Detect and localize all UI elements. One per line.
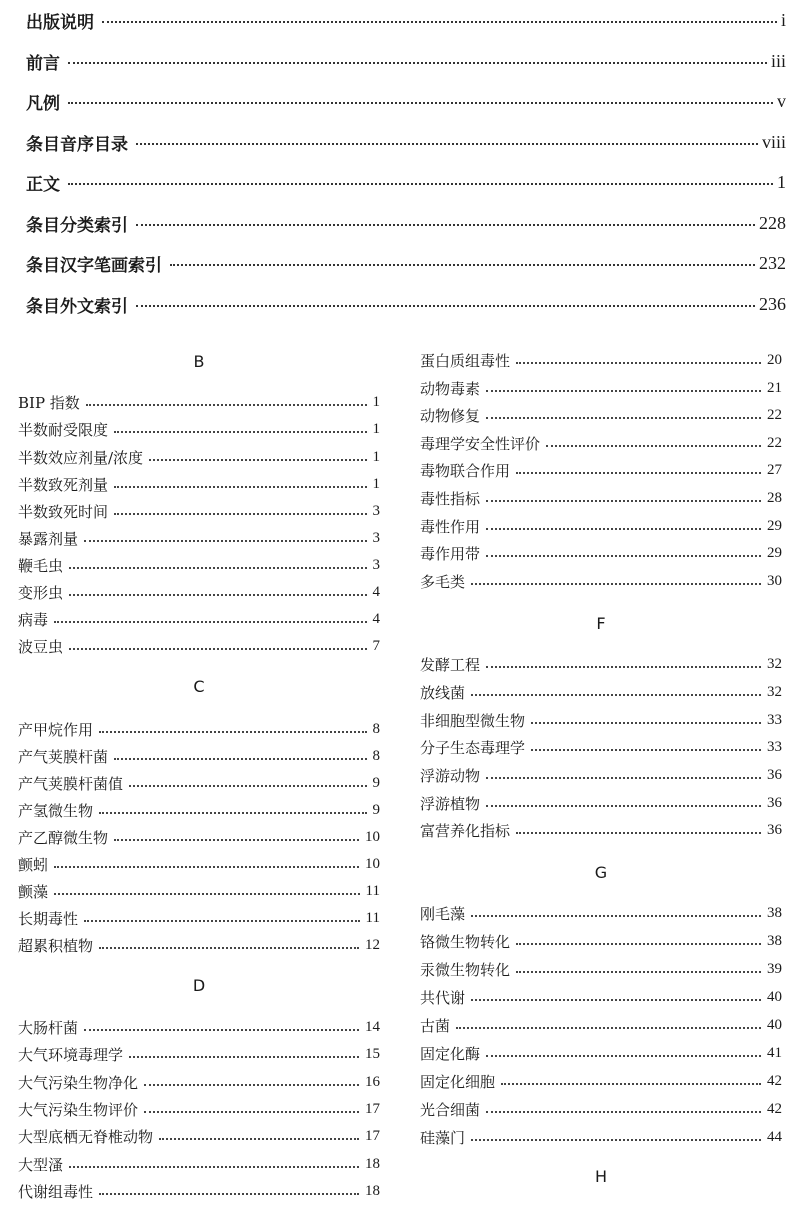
dot-leader bbox=[456, 1027, 761, 1029]
entry-page: 21 bbox=[767, 379, 782, 396]
entry-page: 3 bbox=[372, 556, 380, 573]
dot-leader bbox=[516, 832, 761, 834]
entry-page: 22 bbox=[767, 406, 782, 423]
entry-page: 11 bbox=[365, 882, 380, 899]
entry-page: 36 bbox=[767, 821, 782, 838]
toc-page: 1 bbox=[777, 171, 786, 192]
section-letter: D bbox=[192, 976, 206, 995]
dot-leader bbox=[471, 999, 761, 1001]
dot-leader bbox=[516, 472, 761, 474]
entry-term: 动物修复 bbox=[420, 406, 481, 425]
entry-page: 42 bbox=[767, 1100, 782, 1117]
toc-title: 条目外文索引 bbox=[26, 296, 128, 317]
entry-term: 鞭毛虫 bbox=[18, 556, 64, 575]
dot-leader bbox=[68, 62, 767, 64]
dot-leader bbox=[486, 805, 761, 807]
toc-page: 228 bbox=[759, 212, 786, 233]
entry-page: 33 bbox=[767, 711, 782, 728]
list-item[interactable] bbox=[18, 633, 380, 659]
entry-term: 富营养化指标 bbox=[420, 821, 511, 840]
dot-leader bbox=[501, 1083, 761, 1085]
dot-leader bbox=[531, 722, 761, 724]
entry-term: 长期毒性 bbox=[18, 909, 79, 928]
dot-leader bbox=[471, 1139, 761, 1141]
toc-title: 条目音序目录 bbox=[26, 134, 128, 155]
dot-leader bbox=[136, 305, 755, 307]
entry-page: 1 bbox=[372, 420, 380, 437]
entry-term: 多毛类 bbox=[420, 572, 466, 591]
entry-term: 产气荚膜杆菌值 bbox=[18, 774, 124, 793]
toc-page: iii bbox=[770, 50, 786, 71]
toc-page: i bbox=[780, 9, 786, 30]
entry-page: 40 bbox=[767, 988, 782, 1005]
toc-page: v bbox=[777, 90, 786, 111]
entry-page: 29 bbox=[767, 544, 782, 561]
entry-page: 38 bbox=[767, 904, 782, 921]
entry-page: 39 bbox=[767, 960, 782, 977]
dot-leader bbox=[546, 445, 761, 447]
entry-page: 11 bbox=[365, 909, 380, 926]
list-item[interactable] bbox=[18, 552, 380, 578]
list-item[interactable] bbox=[18, 1069, 380, 1095]
entry-page: 3 bbox=[372, 529, 380, 546]
entry-page: 14 bbox=[365, 1018, 380, 1035]
dot-leader bbox=[84, 540, 366, 542]
list-item[interactable] bbox=[420, 485, 782, 511]
entry-page: 33 bbox=[767, 738, 782, 755]
entry-term: 大气污染生物评价 bbox=[18, 1100, 139, 1119]
entry-term: 硅藻门 bbox=[420, 1128, 466, 1147]
entry-page: 16 bbox=[365, 1073, 380, 1090]
entry-page: 8 bbox=[372, 747, 380, 764]
list-item[interactable] bbox=[420, 375, 782, 401]
entry-page: 10 bbox=[365, 855, 380, 872]
entry-page: 30 bbox=[767, 572, 782, 589]
entry-term: 汞微生物转化 bbox=[420, 960, 511, 979]
entry-term: 固定化酶 bbox=[420, 1044, 481, 1063]
dot-leader bbox=[531, 749, 761, 751]
entry-term: 大气环境毒理学 bbox=[18, 1045, 124, 1064]
list-item[interactable] bbox=[420, 984, 782, 1010]
list-item[interactable] bbox=[18, 851, 380, 877]
list-item[interactable] bbox=[420, 900, 782, 926]
entry-term: 病毒 bbox=[18, 610, 49, 629]
list-item[interactable] bbox=[420, 1068, 782, 1094]
entry-term: 毒物联合作用 bbox=[420, 461, 511, 480]
section-letter: C bbox=[193, 677, 205, 696]
list-item[interactable] bbox=[420, 679, 782, 705]
list-item[interactable] bbox=[420, 513, 782, 539]
dot-leader bbox=[471, 694, 761, 696]
entry-page: 18 bbox=[365, 1182, 380, 1199]
dot-leader bbox=[114, 758, 366, 760]
entry-page: 9 bbox=[372, 801, 380, 818]
toc-row-entry-pinyin-index[interactable] bbox=[26, 122, 786, 162]
list-item[interactable] bbox=[420, 651, 782, 677]
dot-leader bbox=[144, 1084, 359, 1086]
list-item[interactable] bbox=[420, 430, 782, 456]
dot-leader bbox=[102, 21, 777, 23]
list-item[interactable] bbox=[420, 1096, 782, 1122]
toc-title: 出版说明 bbox=[26, 12, 94, 33]
entry-page: 3 bbox=[372, 502, 380, 519]
entry-term: BIP 指数 bbox=[18, 393, 80, 412]
entry-term: 放线菌 bbox=[420, 683, 466, 702]
toc-row-classified-index[interactable] bbox=[26, 203, 786, 243]
entry-term: 动物毒素 bbox=[420, 379, 481, 398]
toc-title: 凡例 bbox=[26, 93, 60, 114]
entry-page: 15 bbox=[365, 1045, 380, 1062]
entry-term: 浮游动物 bbox=[420, 766, 481, 785]
list-item[interactable] bbox=[18, 444, 380, 470]
entry-page: 20 bbox=[767, 351, 782, 368]
entry-term: 毒作用带 bbox=[420, 544, 481, 563]
entry-term: 古菌 bbox=[420, 1016, 451, 1035]
entry-term: 产氢微生物 bbox=[18, 801, 94, 820]
entry-page: 42 bbox=[767, 1072, 782, 1089]
dot-leader bbox=[136, 224, 755, 226]
dot-leader bbox=[516, 943, 761, 945]
toc-row-foreign-index[interactable] bbox=[26, 284, 786, 324]
entry-page: 18 bbox=[365, 1155, 380, 1172]
list-item[interactable] bbox=[420, 457, 782, 483]
dot-leader bbox=[486, 1055, 761, 1057]
toc-page: viii bbox=[761, 131, 786, 152]
entry-term: 波豆虫 bbox=[18, 637, 64, 656]
dot-leader bbox=[114, 486, 366, 488]
entry-term: 发酵工程 bbox=[420, 655, 481, 674]
dot-leader bbox=[136, 143, 758, 145]
dot-leader bbox=[486, 555, 761, 557]
list-item[interactable] bbox=[18, 525, 380, 551]
entry-page: 9 bbox=[372, 774, 380, 791]
section-letter: G bbox=[594, 863, 608, 882]
list-item[interactable] bbox=[18, 389, 380, 415]
dot-leader bbox=[486, 666, 761, 668]
toc-title: 正文 bbox=[26, 174, 60, 195]
entry-term: 毒性作用 bbox=[420, 517, 481, 536]
list-item[interactable] bbox=[18, 716, 380, 742]
entry-page: 38 bbox=[767, 932, 782, 949]
list-item[interactable] bbox=[18, 471, 380, 497]
toc-row-stroke-index[interactable] bbox=[26, 243, 786, 283]
entry-page: 28 bbox=[767, 489, 782, 506]
list-item[interactable] bbox=[420, 734, 782, 760]
entry-term: 大肠杆菌 bbox=[18, 1018, 79, 1037]
list-item[interactable] bbox=[18, 824, 380, 850]
dot-leader bbox=[69, 648, 366, 650]
entry-page: 29 bbox=[767, 517, 782, 534]
toc-row-preface[interactable] bbox=[26, 41, 786, 81]
entry-page: 40 bbox=[767, 1016, 782, 1033]
dot-leader bbox=[54, 866, 359, 868]
dot-leader bbox=[114, 839, 359, 841]
entry-page: 36 bbox=[767, 794, 782, 811]
list-item[interactable] bbox=[420, 1124, 782, 1150]
toc-row-guide[interactable] bbox=[26, 81, 786, 121]
list-item[interactable] bbox=[420, 817, 782, 843]
list-item[interactable] bbox=[18, 579, 380, 605]
dot-leader bbox=[170, 264, 755, 266]
list-item[interactable] bbox=[18, 1014, 380, 1040]
entry-page: 4 bbox=[372, 610, 380, 627]
entry-term: 非细胞型微生物 bbox=[420, 711, 526, 730]
dot-leader bbox=[69, 594, 366, 596]
list-item[interactable] bbox=[420, 347, 782, 373]
entry-term: 大型底栖无脊椎动物 bbox=[18, 1127, 154, 1146]
entry-term: 浮游植物 bbox=[420, 794, 481, 813]
entry-page: 10 bbox=[365, 828, 380, 845]
list-item[interactable] bbox=[18, 878, 380, 904]
dot-leader bbox=[471, 915, 761, 917]
entry-page: 32 bbox=[767, 683, 782, 700]
list-item[interactable] bbox=[18, 498, 380, 524]
list-item[interactable] bbox=[420, 1040, 782, 1066]
entry-page: 1 bbox=[372, 448, 380, 465]
entry-term: 半数致死时间 bbox=[18, 502, 109, 521]
entry-term: 颤蚓 bbox=[18, 855, 49, 874]
dot-leader bbox=[69, 1166, 359, 1168]
entry-page: 7 bbox=[372, 637, 380, 654]
list-item[interactable] bbox=[420, 1012, 782, 1038]
toc-page: 232 bbox=[759, 252, 786, 273]
toc-row-main-text[interactable] bbox=[26, 162, 786, 202]
dot-leader bbox=[149, 459, 366, 461]
dot-leader bbox=[86, 404, 367, 406]
entry-term: 固定化细胞 bbox=[420, 1072, 496, 1091]
entry-term: 共代谢 bbox=[420, 988, 466, 1007]
list-item[interactable] bbox=[18, 905, 380, 931]
dot-leader bbox=[54, 893, 360, 895]
entry-term: 产气荚膜杆菌 bbox=[18, 747, 109, 766]
entry-page: 32 bbox=[767, 655, 782, 672]
entry-term: 毒性指标 bbox=[420, 489, 481, 508]
dot-leader bbox=[144, 1111, 359, 1113]
list-item[interactable] bbox=[420, 568, 782, 594]
entry-term: 大型溞 bbox=[18, 1155, 64, 1174]
dot-leader bbox=[516, 971, 761, 973]
dot-leader bbox=[129, 785, 366, 787]
list-item[interactable] bbox=[420, 956, 782, 982]
dot-leader bbox=[159, 1138, 359, 1140]
entry-page: 4 bbox=[372, 583, 380, 600]
list-item[interactable] bbox=[420, 762, 782, 788]
section-letter: F bbox=[596, 614, 606, 633]
entry-term: 颤藻 bbox=[18, 882, 49, 901]
dot-leader bbox=[486, 390, 761, 392]
toc-title: 前言 bbox=[26, 53, 60, 74]
dot-leader bbox=[114, 431, 366, 433]
dot-leader bbox=[84, 920, 360, 922]
entry-page: 1 bbox=[372, 475, 380, 492]
dot-leader bbox=[99, 812, 366, 814]
list-item[interactable] bbox=[18, 606, 380, 632]
dot-leader bbox=[54, 621, 366, 623]
entry-page: 17 bbox=[365, 1127, 380, 1144]
dot-leader bbox=[99, 947, 359, 949]
entry-page: 27 bbox=[767, 461, 782, 478]
toc-title: 条目分类索引 bbox=[26, 215, 128, 236]
list-item[interactable] bbox=[18, 1123, 380, 1149]
toc-title: 条目汉字笔画索引 bbox=[26, 255, 162, 276]
entry-page: 36 bbox=[767, 766, 782, 783]
entry-term: 暴露剂量 bbox=[18, 529, 79, 548]
entry-page: 44 bbox=[767, 1128, 782, 1145]
list-item[interactable] bbox=[18, 743, 380, 769]
entry-page: 1 bbox=[372, 393, 380, 410]
dot-leader bbox=[486, 528, 761, 530]
entry-page: 17 bbox=[365, 1100, 380, 1117]
section-letter: B bbox=[193, 352, 205, 371]
list-item[interactable] bbox=[18, 797, 380, 823]
dot-leader bbox=[516, 362, 761, 364]
entry-page: 8 bbox=[372, 720, 380, 737]
entry-term: 半数致死剂量 bbox=[18, 475, 109, 494]
list-item[interactable] bbox=[18, 770, 380, 796]
dot-leader bbox=[69, 567, 366, 569]
dot-leader bbox=[68, 183, 773, 185]
entry-term: 超累积植物 bbox=[18, 936, 94, 955]
list-item[interactable] bbox=[420, 402, 782, 428]
list-item[interactable] bbox=[18, 1041, 380, 1067]
dot-leader bbox=[486, 777, 761, 779]
entry-term: 产乙醇微生物 bbox=[18, 828, 109, 847]
list-item[interactable] bbox=[18, 1178, 380, 1204]
list-item[interactable] bbox=[18, 932, 380, 958]
list-item[interactable] bbox=[420, 928, 782, 954]
dot-leader bbox=[486, 500, 761, 502]
dot-leader bbox=[486, 1111, 761, 1113]
entry-term: 半数效应剂量/浓度 bbox=[18, 448, 144, 467]
entry-term: 蛋白质组毒性 bbox=[420, 351, 511, 370]
dot-leader bbox=[99, 731, 366, 733]
list-item[interactable] bbox=[18, 1096, 380, 1122]
entry-page: 12 bbox=[365, 936, 380, 953]
entry-term: 刚毛藻 bbox=[420, 904, 466, 923]
entry-term: 产甲烷作用 bbox=[18, 720, 94, 739]
dot-leader bbox=[99, 1193, 359, 1195]
dot-leader bbox=[84, 1029, 359, 1031]
dot-leader bbox=[68, 102, 773, 104]
list-item[interactable] bbox=[18, 1151, 380, 1177]
dot-leader bbox=[114, 513, 366, 515]
entry-term: 大气污染生物净化 bbox=[18, 1073, 139, 1092]
entry-term: 铬微生物转化 bbox=[420, 932, 511, 951]
list-item[interactable] bbox=[420, 707, 782, 733]
entry-page: 22 bbox=[767, 434, 782, 451]
entry-term: 毒理学安全性评价 bbox=[420, 434, 541, 453]
dot-leader bbox=[129, 1056, 359, 1058]
list-item[interactable] bbox=[420, 790, 782, 816]
dot-leader bbox=[486, 417, 761, 419]
list-item[interactable] bbox=[420, 540, 782, 566]
list-item[interactable] bbox=[18, 416, 380, 442]
entry-term: 分子生态毒理学 bbox=[420, 738, 526, 757]
entry-term: 光合细菌 bbox=[420, 1100, 481, 1119]
entry-term: 代谢组毒性 bbox=[18, 1182, 94, 1201]
dot-leader bbox=[471, 583, 761, 585]
section-letter: H bbox=[594, 1167, 608, 1186]
entry-page: 41 bbox=[767, 1044, 782, 1061]
toc-page: 236 bbox=[759, 293, 786, 314]
toc-row-publication-note[interactable] bbox=[26, 0, 786, 40]
entry-term: 变形虫 bbox=[18, 583, 64, 602]
entry-term: 半数耐受限度 bbox=[18, 420, 109, 439]
